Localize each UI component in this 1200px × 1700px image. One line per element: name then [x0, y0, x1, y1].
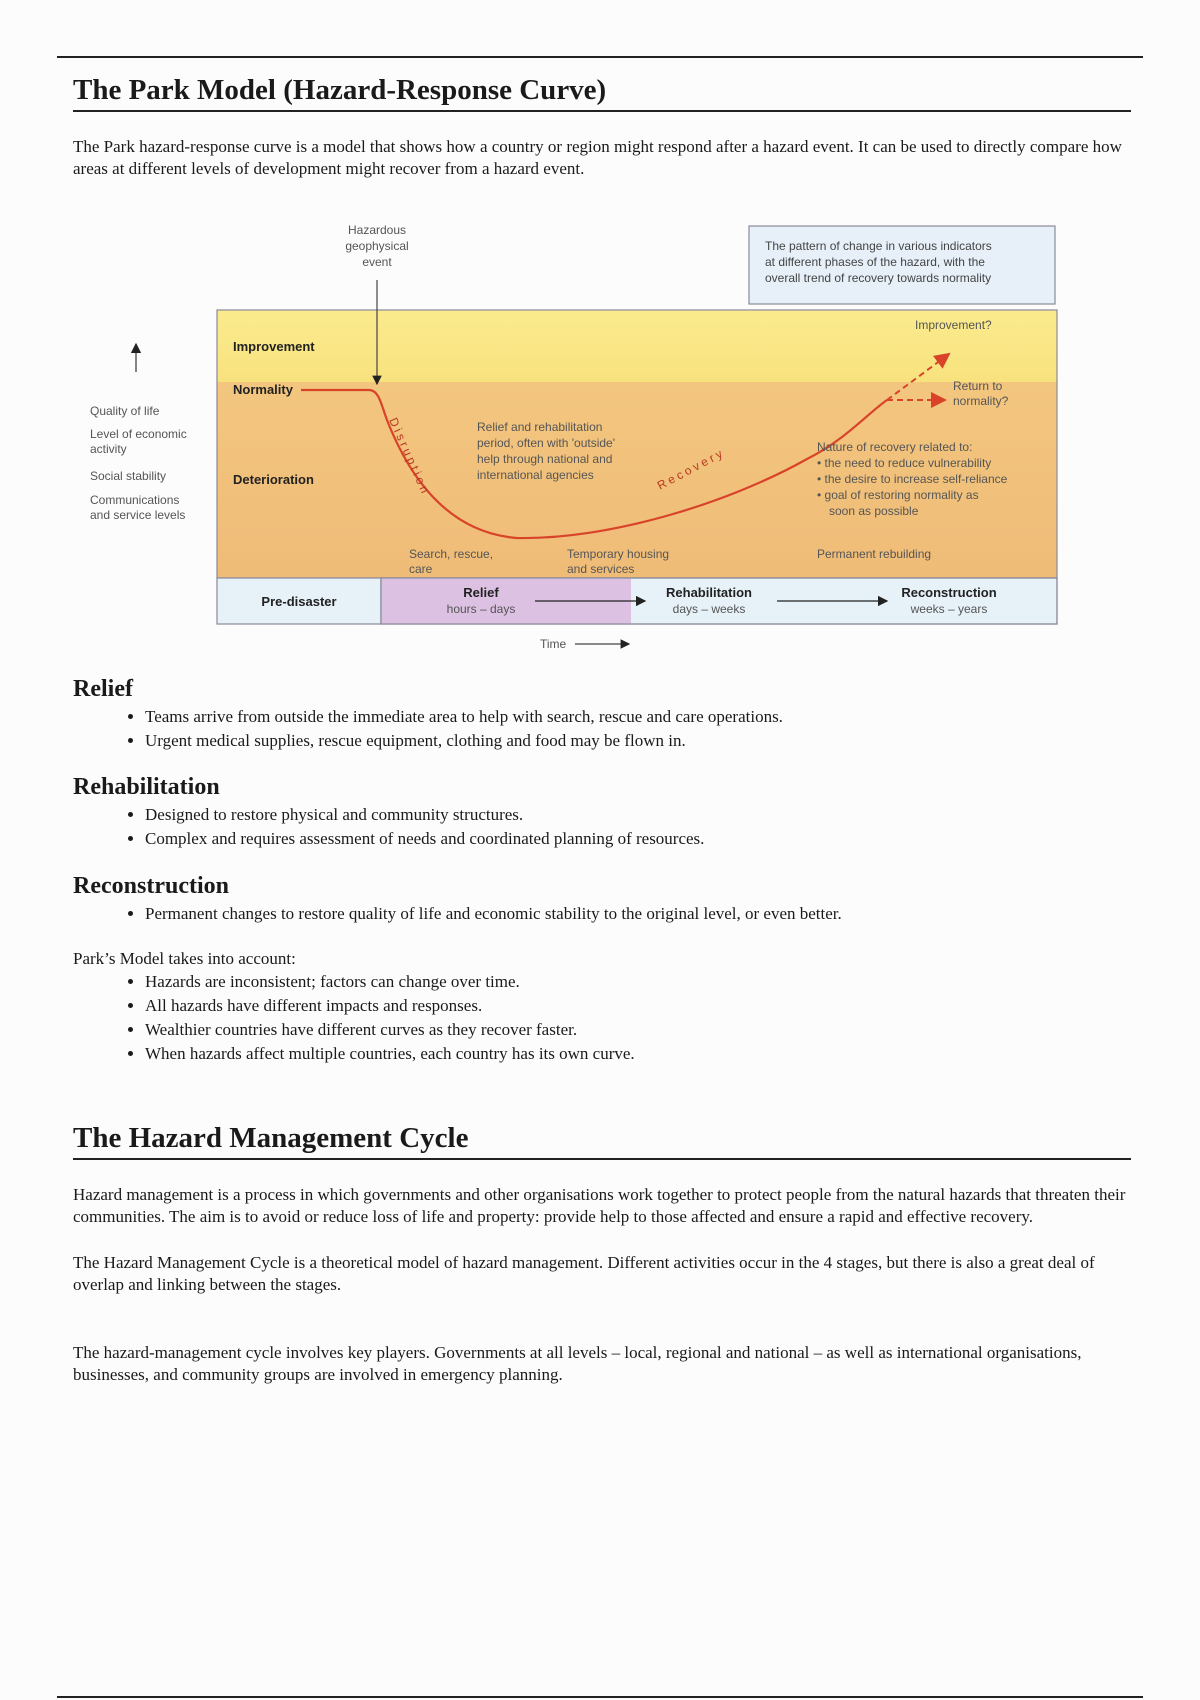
improvement-question: Improvement? [915, 318, 992, 332]
svg-text:and service levels: and service levels [90, 508, 186, 522]
svg-text:• goal of restoring normality: • goal of restoring normality as [817, 488, 979, 502]
svg-text:activity: activity [90, 442, 127, 456]
svg-text:and services: and services [567, 562, 635, 576]
relief-section [73, 676, 1131, 753]
svg-text:Permanent rebuilding: Permanent rebuilding [817, 547, 932, 561]
rehabilitation-section [73, 774, 1131, 851]
svg-text:soon as possible: soon as possible [829, 504, 919, 518]
svg-text:Temporary housing: Temporary housing [567, 547, 670, 561]
park-account-lead: Park’s Model takes into account: [73, 949, 296, 968]
svg-text:international agencies: international agencies [477, 468, 594, 482]
svg-text:period, often with 'outside': period, often with 'outside' [477, 436, 615, 450]
park-model-diagram [87, 204, 1067, 684]
rehabilitation-phase-label: Rehabilitation [666, 585, 752, 600]
reconstruction-heading: Reconstruction [73, 873, 229, 899]
svg-text:• the need to reduce vulnerabi: • the need to reduce vulnerability [817, 456, 992, 470]
top-rule [57, 56, 1143, 58]
bottom-rule [57, 1696, 1143, 1698]
rehabilitation-phase-time: days – weeks [672, 602, 746, 616]
svg-text:care: care [409, 562, 433, 576]
note-box-text [765, 239, 992, 285]
hazard-cycle-paragraph-1: Hazard management is a process in which governments and other organisations work together to protect people from the natural hazards that threaten their communities. The aim is to avoid or reduce loss of life and property: provide help to those affected and ensure a rapid and effective recovery. [73, 1185, 1126, 1226]
hazard-cycle-paragraph-2: The Hazard Management Cycle is a theoretical model of hazard management. Different activities occur in the 4 stages, but there is also a great deal of overlap and linking between the stages. [73, 1253, 1095, 1294]
hazard-event-label [345, 223, 408, 269]
svg-text:Return to: Return to [953, 379, 1003, 393]
reconstruction-list [73, 902, 1131, 926]
reconstruction-section [73, 873, 1131, 926]
svg-text:• the desire to increase self-: • the desire to increase self-reliance [817, 472, 1008, 486]
svg-text:Nature of recovery related to:: Nature of recovery related to: [817, 440, 973, 454]
svg-text:overall trend of recovery towa: overall trend of recovery towards normality [765, 271, 992, 285]
left-axis-labels [90, 404, 187, 522]
time-axis-label: Time [540, 637, 567, 651]
park-account-list [73, 970, 1131, 1066]
svg-text:Communications: Communications [90, 493, 180, 507]
relief-list [73, 705, 1131, 753]
svg-text:Hazardous: Hazardous [347, 223, 407, 237]
svg-text:Social stability: Social stability [90, 469, 167, 483]
return-question [953, 379, 1009, 408]
recovery-label: Recovery [654, 445, 728, 493]
park-account-section [73, 948, 1131, 1066]
disruption-label: Disruption [386, 415, 434, 498]
park-model-title: The Park Model (Hazard-Response Curve) [73, 70, 1131, 112]
svg-text:Quality of life: Quality of life [90, 404, 160, 418]
svg-text:help through national and: help through national and [477, 452, 613, 466]
rehabilitation-list [73, 803, 1131, 851]
document-body [73, 70, 1131, 1386]
rehabilitation-heading: Rehabilitation [73, 774, 220, 800]
list-item: • When hazards affect multiple countries, each country has its own curve. [145, 1042, 1131, 1066]
list-item: • Hazards are inconsistent; factors can change over time. [145, 970, 1131, 994]
relief-phase-time: hours – days [446, 602, 516, 616]
list-item: • Designed to restore physical and community structures. [145, 803, 1131, 827]
park-intro: The Park hazard-response curve is a model that shows how a country or region might respond after a hazard event. It can be used to directly compare how areas at different levels of development might recover from a hazard event. [73, 137, 1122, 178]
svg-text:at different phases of the haz: at different phases of the hazard, with the [765, 255, 985, 269]
svg-text:Search, rescue,: Search, rescue, [409, 547, 494, 561]
svg-text:Relief and rehabilitation: Relief and rehabilitation [477, 420, 603, 434]
list-item: • Urgent medical supplies, rescue equipment, clothing and food may be flown in. [145, 729, 1131, 753]
reconstruction-phase-time: weeks – years [910, 602, 988, 616]
band-improvement-label: Improvement [233, 339, 315, 354]
svg-text:geophysical: geophysical [345, 239, 409, 253]
list-item: • Teams arrive from outside the immediate area to help with search, rescue and care operations. [145, 705, 1131, 729]
svg-text:normality?: normality? [953, 394, 1009, 408]
list-item: • Wealthier countries have different curves as they recover faster. [145, 1018, 1131, 1042]
reconstruction-phase-label: Reconstruction [901, 585, 997, 600]
relief-heading: Relief [73, 676, 133, 702]
pre-disaster-label: Pre-disaster [261, 594, 337, 609]
list-item: • Permanent changes to restore quality of life and economic stability to the original level, or even better. [145, 902, 1131, 926]
svg-text:Level of economic: Level of economic [90, 427, 187, 441]
list-item: • All hazards have different impacts and responses. [145, 994, 1131, 1018]
band-deterioration-label: Deterioration [233, 472, 314, 487]
list-item: • Complex and requires assessment of needs and coordinated planning of resources. [145, 827, 1131, 851]
svg-text:event: event [362, 255, 392, 269]
svg-text:The pattern of change in vario: The pattern of change in various indicators [765, 239, 992, 253]
hazard-cycle-title: The Hazard Management Cycle [73, 1118, 1131, 1160]
band-normality-label: Normality [233, 382, 293, 397]
hazard-cycle-paragraph-3: The hazard-management cycle involves key players. Governments at all levels – local, regional and national – as well as international organisations, businesses, and community groups are involved in emergency planning. [73, 1343, 1082, 1384]
relief-phase-label: Relief [463, 585, 499, 600]
